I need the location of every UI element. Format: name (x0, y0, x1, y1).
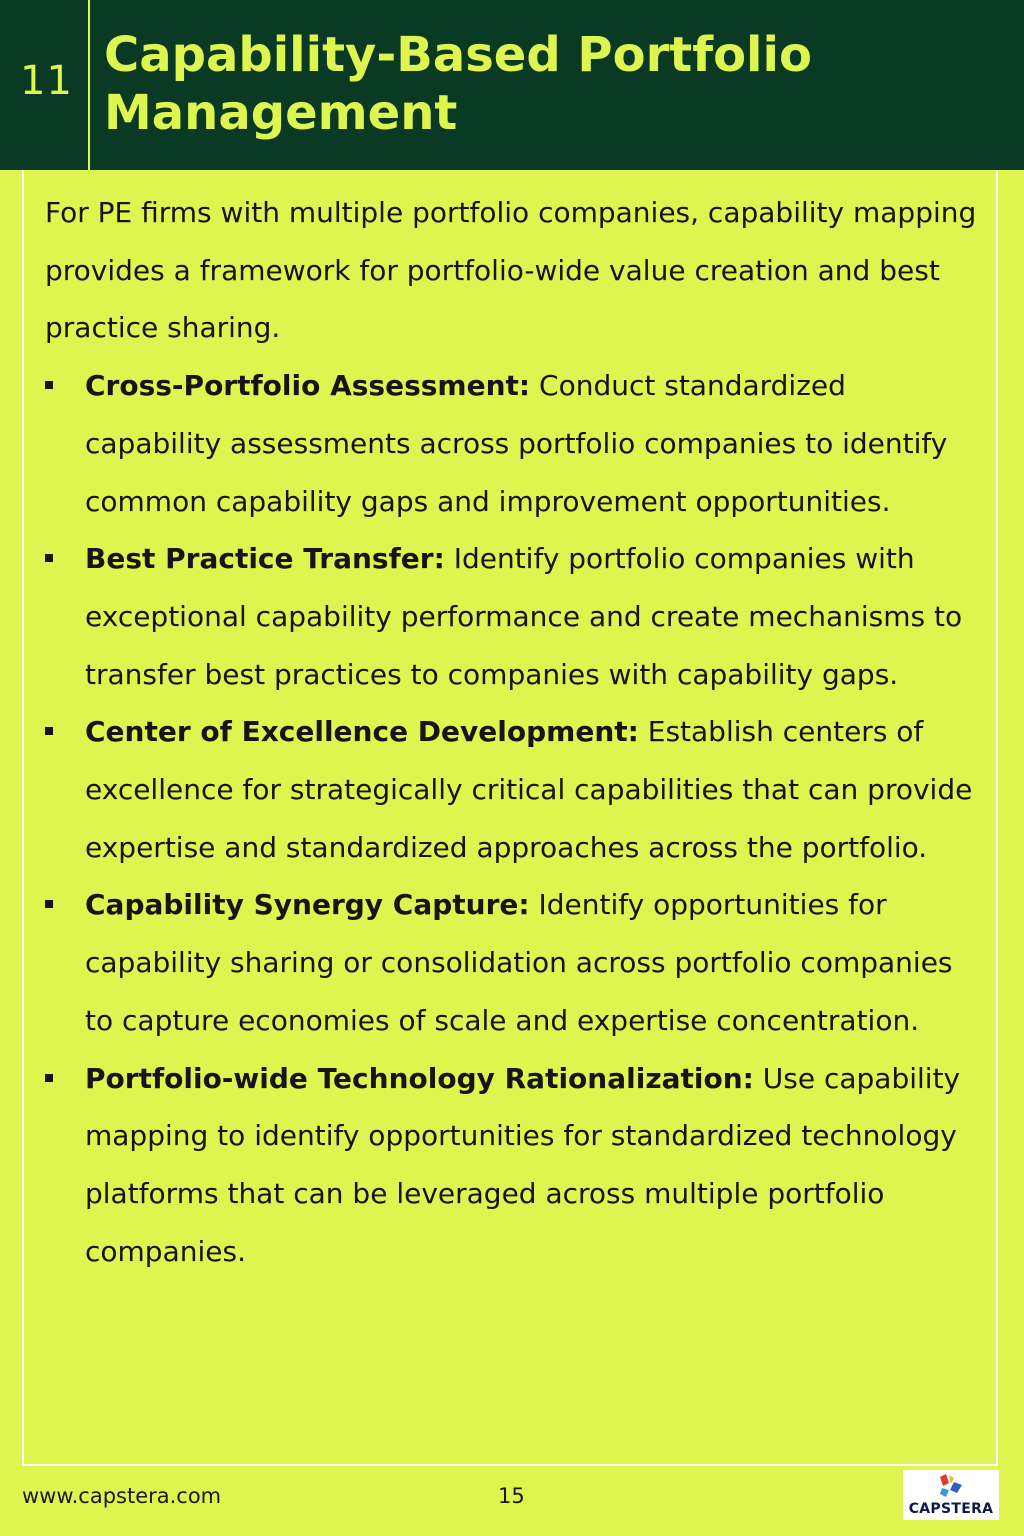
list-item (45, 530, 980, 703)
bullet-title: Cross-Portfolio Assessment: (85, 369, 531, 403)
list-item (45, 703, 980, 876)
square-bullet-icon (45, 900, 53, 908)
square-bullet-icon (45, 381, 53, 389)
main-content (45, 184, 980, 1280)
list-item (45, 876, 980, 1049)
page-title: Capability-Based Portfolio Management (104, 27, 812, 141)
bullet-text: Use capability mapping to identify opportunities for standardized technology platforms that can be leveraged across multiple portfolio companies. (85, 1061, 961, 1268)
intro-paragraph: For PE firms with multiple portfolio companies, capability mapping provides a framework for portfolio-wide value creation and best practice sharing. (45, 196, 977, 345)
bullet-title: Capability Synergy Capture: (85, 888, 530, 922)
bullet-title: Best Practice Transfer: (85, 542, 445, 576)
square-bullet-icon (45, 554, 53, 562)
header-divider (88, 0, 90, 170)
list-item (45, 1050, 980, 1281)
bullet-list (45, 357, 980, 1280)
section-number: 11 (20, 58, 73, 104)
bullet-title: Center of Excellence Development: (85, 715, 639, 749)
square-bullet-icon (45, 1074, 53, 1082)
bullet-text: Conduct standardized capability assessments across portfolio companies to identify common capability gaps and improvement opportunities. (85, 369, 948, 518)
bullet-text: Establish centers of excellence for strategically critical capabilities that can provide expertise and standardized approaches across the portfolio. (85, 715, 973, 864)
capstera-logo (903, 1470, 999, 1520)
page-number: 15 (498, 1484, 525, 1508)
bullet-title: Portfolio-wide Technology Rationalization: (85, 1061, 754, 1095)
capstera-logo-mark-icon (937, 1473, 965, 1499)
bullet-text: Identify portfolio companies with exceptional capability performance and create mechanisms to transfer best practices to companies with capability gaps. (85, 542, 963, 691)
page-header (0, 0, 1024, 170)
square-bullet-icon (45, 727, 53, 735)
bullet-text: Identify opportunities for capability sharing or consolidation across portfolio companies to capture economies of scale and expertise concentration. (85, 888, 953, 1037)
logo-text: CAPSTERA (908, 1501, 994, 1517)
list-item (45, 357, 980, 530)
footer-website-link[interactable]: www.capstera.com (22, 1484, 222, 1508)
